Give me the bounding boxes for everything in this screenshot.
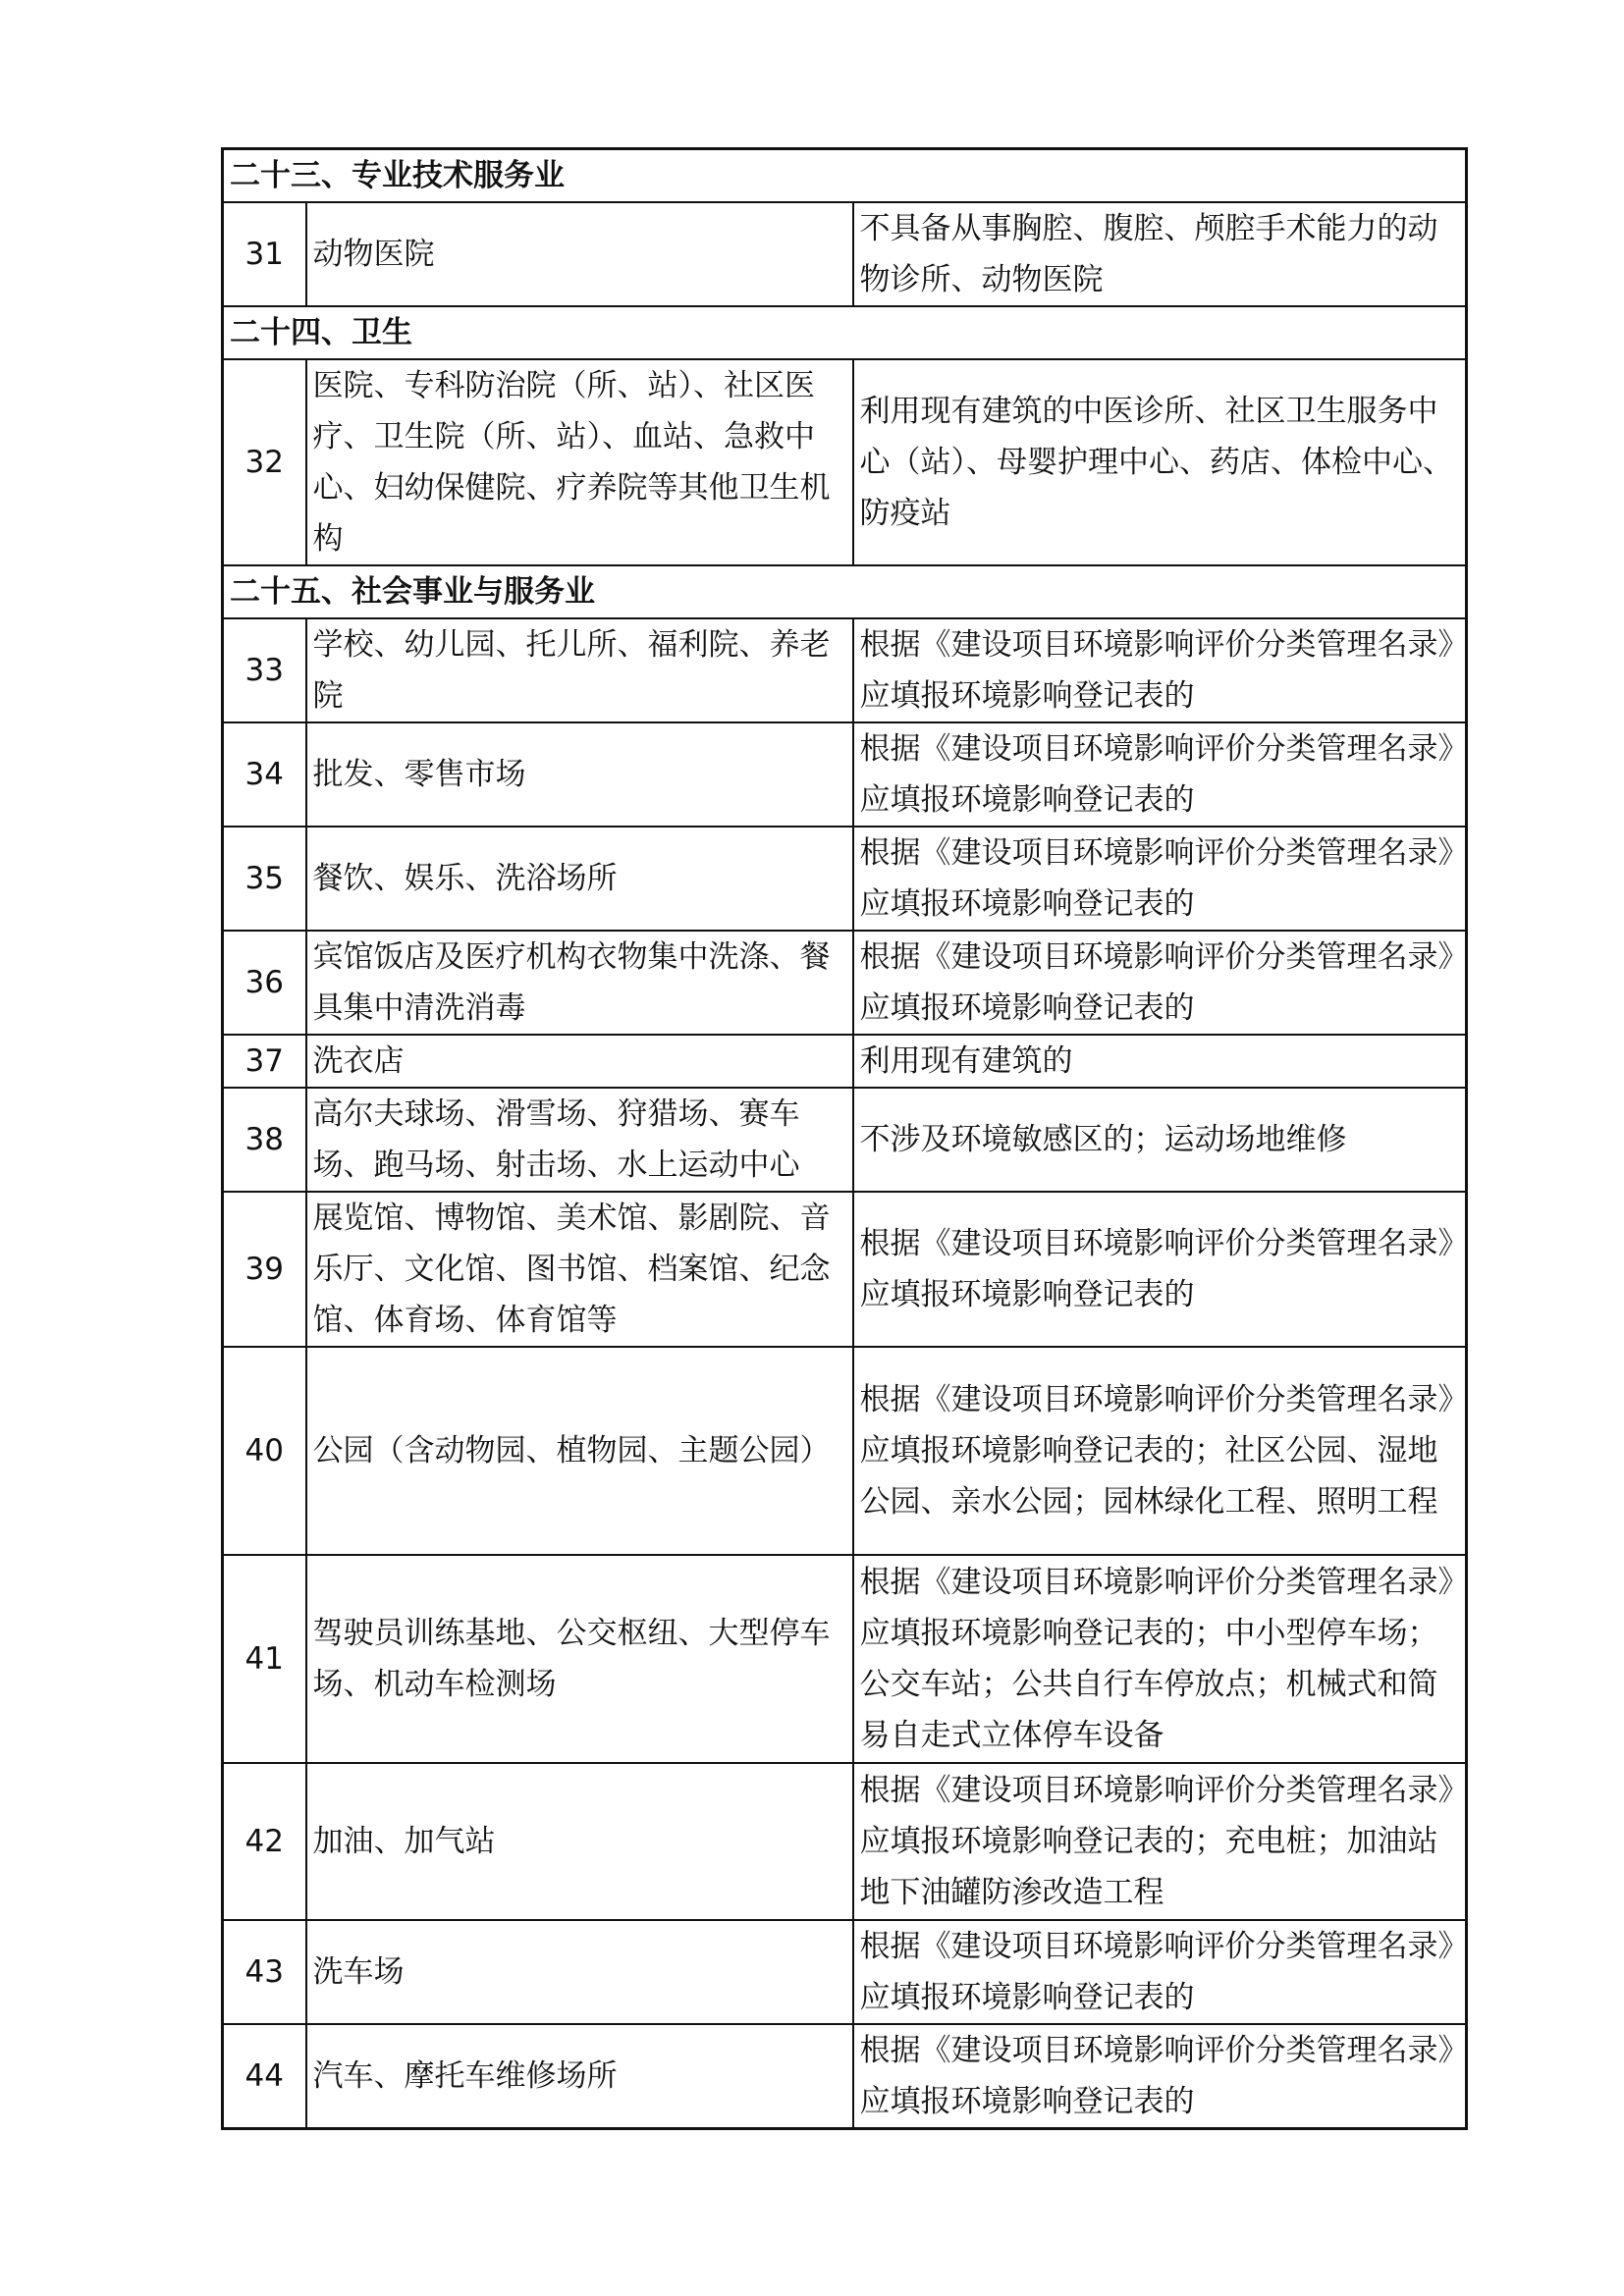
exemption-condition: 利用现有建筑的 — [853, 1035, 1467, 1088]
exemption-condition: 根据《建设项目环境影响评价分类管理名录》应填报环境影响登记表的 — [853, 2024, 1467, 2129]
table-row — [223, 1088, 1467, 1192]
exemption-condition: 根据《建设项目环境影响评价分类管理名录》应填报环境影响登记表的；社区公园、湿地公园、亲水公园；园林绿化工程、照明工程 — [853, 1347, 1467, 1555]
section-title: 二十五、社会事业与服务业 — [223, 565, 1467, 618]
section-row — [223, 306, 1467, 359]
exemption-condition: 根据《建设项目环境影响评价分类管理名录》应填报环境影响登记表的 — [853, 1920, 1467, 2024]
row-number: 36 — [223, 931, 306, 1035]
project-category: 驾驶员训练基地、公交枢纽、大型停车场、机动车检测场 — [306, 1555, 853, 1763]
table-row — [223, 1920, 1467, 2024]
section-title: 二十三、专业技术服务业 — [223, 149, 1467, 203]
project-category: 宾馆饭店及医疗机构衣物集中洗涤、餐具集中清洗消毒 — [306, 931, 853, 1035]
row-number: 37 — [223, 1035, 306, 1088]
project-category: 医院、专科防治院（所、站）、社区医疗、卫生院（所、站）、血站、急救中心、妇幼保健院、疗养院等其他卫生机构 — [306, 359, 853, 565]
project-category: 汽车、摩托车维修场所 — [306, 2024, 853, 2129]
exemption-condition: 根据《建设项目环境影响评价分类管理名录》应填报环境影响登记表的；充电桩；加油站地下油罐防渗改造工程 — [853, 1763, 1467, 1920]
project-category: 高尔夫球场、滑雪场、狩猎场、赛车场、跑马场、射击场、水上运动中心 — [306, 1088, 853, 1192]
row-number: 40 — [223, 1347, 306, 1555]
section-title: 二十四、卫生 — [223, 306, 1467, 359]
exemption-condition: 利用现有建筑的中医诊所、社区卫生服务中心（站）、母婴护理中心、药店、体检中心、防疫站 — [853, 359, 1467, 565]
exemption-condition: 根据《建设项目环境影响评价分类管理名录》应填报环境影响登记表的 — [853, 618, 1467, 722]
table-row — [223, 722, 1467, 827]
row-number: 33 — [223, 618, 306, 722]
row-number: 41 — [223, 1555, 306, 1763]
exemption-condition: 根据《建设项目环境影响评价分类管理名录》应填报环境影响登记表的；中小型停车场；公交车站；公共自行车停放点；机械式和简易自走式立体停车设备 — [853, 1555, 1467, 1763]
project-category: 洗车场 — [306, 1920, 853, 2024]
project-category: 展览馆、博物馆、美术馆、影剧院、音乐厅、文化馆、图书馆、档案馆、纪念馆、体育场、体育馆等 — [306, 1192, 853, 1347]
exemption-condition: 根据《建设项目环境影响评价分类管理名录》应填报环境影响登记表的 — [853, 931, 1467, 1035]
table-row — [223, 1347, 1467, 1555]
row-number: 35 — [223, 827, 306, 931]
project-category: 动物医院 — [306, 202, 853, 306]
row-number: 39 — [223, 1192, 306, 1347]
table-row — [223, 931, 1467, 1035]
table-row — [223, 359, 1467, 565]
table-row — [223, 202, 1467, 306]
row-number: 42 — [223, 1763, 306, 1920]
project-category: 学校、幼儿园、托儿所、福利院、养老院 — [306, 618, 853, 722]
table-row — [223, 1035, 1467, 1088]
row-number: 43 — [223, 1920, 306, 2024]
exemption-condition: 根据《建设项目环境影响评价分类管理名录》应填报环境影响登记表的 — [853, 1192, 1467, 1347]
project-category: 公园（含动物园、植物园、主题公园） — [306, 1347, 853, 1555]
table-row — [223, 2024, 1467, 2129]
row-number: 44 — [223, 2024, 306, 2129]
exemption-condition: 不具备从事胸腔、腹腔、颅腔手术能力的动物诊所、动物医院 — [853, 202, 1467, 306]
table-row — [223, 1763, 1467, 1920]
table-row — [223, 827, 1467, 931]
row-number: 34 — [223, 722, 306, 827]
table-row — [223, 1555, 1467, 1763]
project-category: 餐饮、娱乐、洗浴场所 — [306, 827, 853, 931]
row-number: 32 — [223, 359, 306, 565]
exemption-condition: 根据《建设项目环境影响评价分类管理名录》应填报环境影响登记表的 — [853, 722, 1467, 827]
table-row — [223, 1192, 1467, 1347]
section-row — [223, 149, 1467, 203]
project-category: 批发、零售市场 — [306, 722, 853, 827]
project-category: 洗衣店 — [306, 1035, 853, 1088]
row-number: 31 — [223, 202, 306, 306]
registration-exemption-table — [221, 147, 1468, 2130]
project-category: 加油、加气站 — [306, 1763, 853, 1920]
section-row — [223, 565, 1467, 618]
row-number: 38 — [223, 1088, 306, 1192]
table-row — [223, 618, 1467, 722]
exemption-condition: 根据《建设项目环境影响评价分类管理名录》应填报环境影响登记表的 — [853, 827, 1467, 931]
exemption-condition: 不涉及环境敏感区的；运动场地维修 — [853, 1088, 1467, 1192]
